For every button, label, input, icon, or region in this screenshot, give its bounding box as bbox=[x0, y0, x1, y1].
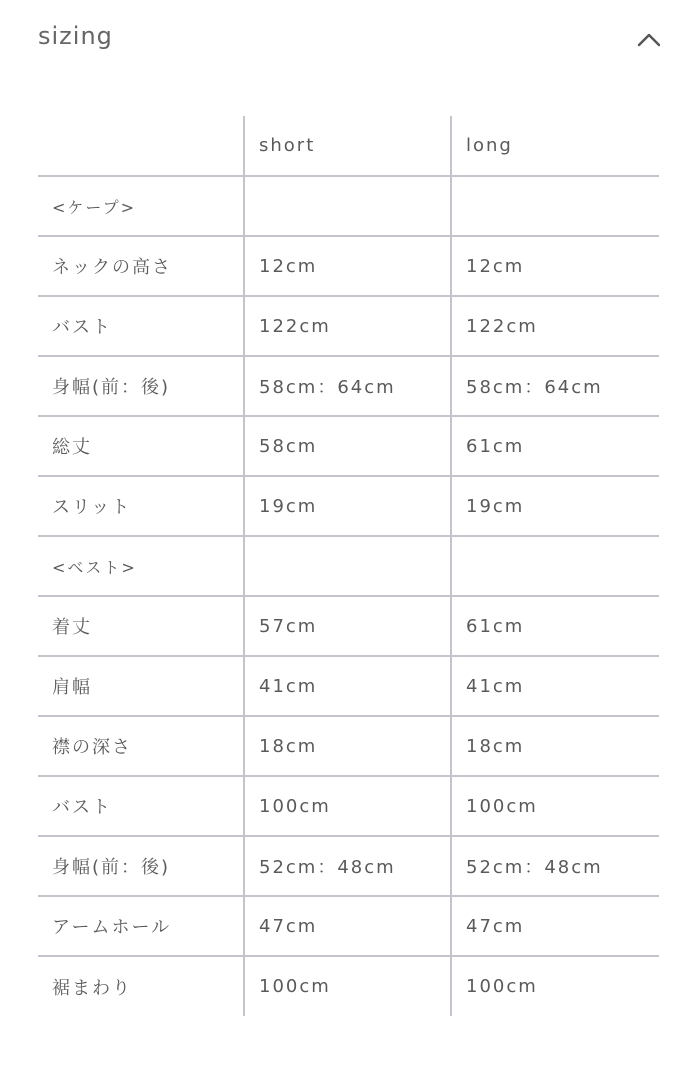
table-row bbox=[38, 956, 659, 1016]
row-label-cell: 身幅(前：後) bbox=[38, 356, 244, 416]
table-row bbox=[38, 416, 659, 476]
table-row bbox=[38, 296, 659, 356]
row-long-cell: 61cm bbox=[451, 596, 659, 656]
sizing-section-header[interactable] bbox=[0, 0, 697, 80]
section-title: sizing bbox=[38, 22, 113, 50]
row-short-cell: 19cm bbox=[244, 476, 451, 536]
row-long-cell: 100cm bbox=[451, 956, 659, 1016]
table-row bbox=[38, 356, 659, 416]
table-row bbox=[38, 236, 659, 296]
row-label-cell: <ベスト> bbox=[38, 536, 244, 596]
chevron-up-icon bbox=[632, 24, 666, 54]
row-long-cell: 100cm bbox=[451, 776, 659, 836]
table-row bbox=[38, 656, 659, 716]
table-section-row bbox=[38, 536, 659, 596]
row-long-cell: 19cm bbox=[451, 476, 659, 536]
row-label-cell: ネックの高さ bbox=[38, 236, 244, 296]
row-short-cell: 58cm：64cm bbox=[244, 356, 451, 416]
row-short-cell: 122cm bbox=[244, 296, 451, 356]
row-long-cell bbox=[451, 536, 659, 596]
row-short-cell: 47cm bbox=[244, 896, 451, 956]
row-label-cell: 裾まわり bbox=[52, 977, 132, 999]
row-long-cell: 47cm bbox=[451, 896, 659, 956]
row-short-cell: 100cm bbox=[244, 956, 451, 1016]
row-long-cell: 61cm bbox=[451, 416, 659, 476]
table-row bbox=[38, 476, 659, 536]
row-label-cell: アームホール bbox=[38, 896, 244, 956]
row-label-cell: 総丈 bbox=[38, 416, 244, 476]
header-cell-label bbox=[38, 116, 244, 176]
row-long-cell bbox=[451, 176, 659, 236]
table-row bbox=[38, 596, 659, 656]
row-label-cell: <ケープ> bbox=[38, 176, 244, 236]
row-short-cell: 100cm bbox=[244, 776, 451, 836]
table-row bbox=[38, 896, 659, 956]
row-long-cell: 52cm：48cm bbox=[451, 836, 659, 896]
row-short-cell: 52cm：48cm bbox=[244, 836, 451, 896]
row-label-cell: 着丈 bbox=[38, 596, 244, 656]
row-short-cell bbox=[244, 176, 451, 236]
row-short-cell: 41cm bbox=[244, 656, 451, 716]
header-cell-short: short bbox=[244, 116, 451, 176]
row-short-cell: 58cm bbox=[244, 416, 451, 476]
table-row bbox=[38, 776, 659, 836]
row-long-cell: 18cm bbox=[451, 716, 659, 776]
row-short-cell: 18cm bbox=[244, 716, 451, 776]
sizing-table bbox=[38, 116, 659, 1016]
row-label-cell: バスト bbox=[38, 776, 244, 836]
row-short-cell: 57cm bbox=[244, 596, 451, 656]
row-label-cell: 肩幅 bbox=[38, 656, 244, 716]
collapse-toggle-button[interactable] bbox=[632, 24, 666, 54]
table-row bbox=[38, 716, 659, 776]
table-section-row bbox=[38, 176, 659, 236]
row-long-cell: 12cm bbox=[451, 236, 659, 296]
row-label-cell: バスト bbox=[38, 296, 244, 356]
table-header-row bbox=[38, 116, 659, 176]
row-short-cell bbox=[244, 536, 451, 596]
row-long-cell: 58cm：64cm bbox=[451, 356, 659, 416]
header-cell-long: long bbox=[451, 116, 659, 176]
row-long-cell: 41cm bbox=[451, 656, 659, 716]
row-label-cell: スリット bbox=[38, 476, 244, 536]
row-label-cell: 襟の深さ bbox=[38, 716, 244, 776]
row-label-cell: 身幅(前：後) bbox=[38, 836, 244, 896]
table-row bbox=[38, 836, 659, 896]
row-long-cell: 122cm bbox=[451, 296, 659, 356]
row-short-cell: 12cm bbox=[244, 236, 451, 296]
